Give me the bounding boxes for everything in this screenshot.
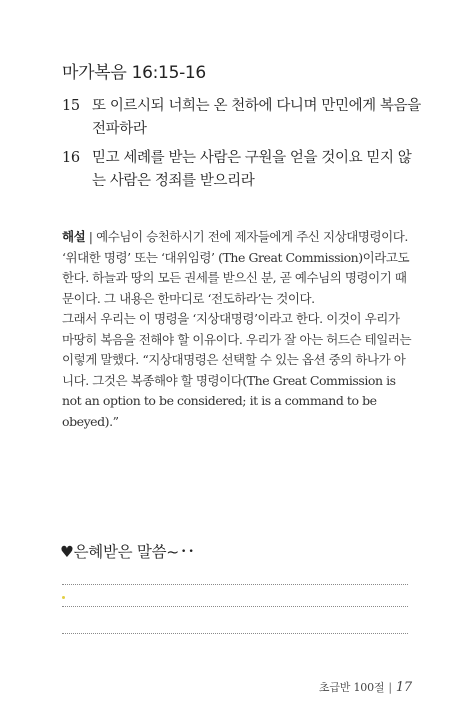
page-footer — [319, 679, 412, 695]
page-number: 17 — [395, 680, 412, 695]
commentary-separator: | — [85, 229, 97, 244]
highlight-dot — [62, 596, 65, 599]
commentary-paragraph-1 — [62, 227, 414, 309]
book-title: 초급반 100절 — [318, 681, 385, 694]
commentary — [62, 227, 414, 432]
grace-words-heading — [60, 540, 194, 562]
grace-words-title: ♥은혜받은 말씀~ — [60, 543, 179, 561]
writing-line[interactable] — [62, 633, 408, 634]
commentary-text-1: 예수님이 승천하시기 전에 제자들에게 주신 지상대명령이다. ‘위대한 명령’ 또는 ‘대위임령’ (The Great Commission)이라고도 한다. 하늘과 땅의 모든 권세를 받으신 분, 곧 예수님의 명령이기 때문이다. 그 내용은 한마디로 ‘전도하라’는 것이다. — [62, 229, 410, 306]
writing-line[interactable] — [62, 584, 408, 585]
verse-number: 16 — [62, 150, 80, 166]
verse-text: 믿고 세례를 받는 사람은 구원을 얻을 것이요 믿지 않는 사람은 정죄를 받으리라 — [92, 150, 412, 189]
verse-15 — [62, 95, 422, 141]
footer-separator: | — [388, 681, 392, 694]
decorative-dots: • • — [180, 547, 194, 557]
passage-heading: 마가복음 16:15-16 — [62, 63, 206, 83]
commentary-label: 해설 — [62, 229, 86, 244]
commentary-paragraph-2: 그래서 우리는 이 명령을 ‘지상대명령’이라고 한다. 이것이 우리가 마땅히 복음을 전해야 할 이유이다. 우리가 잘 아는 허드슨 테일러는 이렇게 말했다. “지상대명령은 선택할 수 있는 옵션 중의 하나가 아니다. 그것은 복종해야 할 명령이다(The Great Commission is not an option to be considered; it is a command to be obeyed).” — [62, 311, 412, 429]
verse-number: 15 — [62, 98, 80, 114]
verse-text: 또 이르시되 너희는 온 천하에 다니며 만민에게 복음을 전파하라 — [92, 98, 421, 137]
verse-16 — [62, 147, 422, 193]
writing-line[interactable] — [62, 606, 408, 607]
